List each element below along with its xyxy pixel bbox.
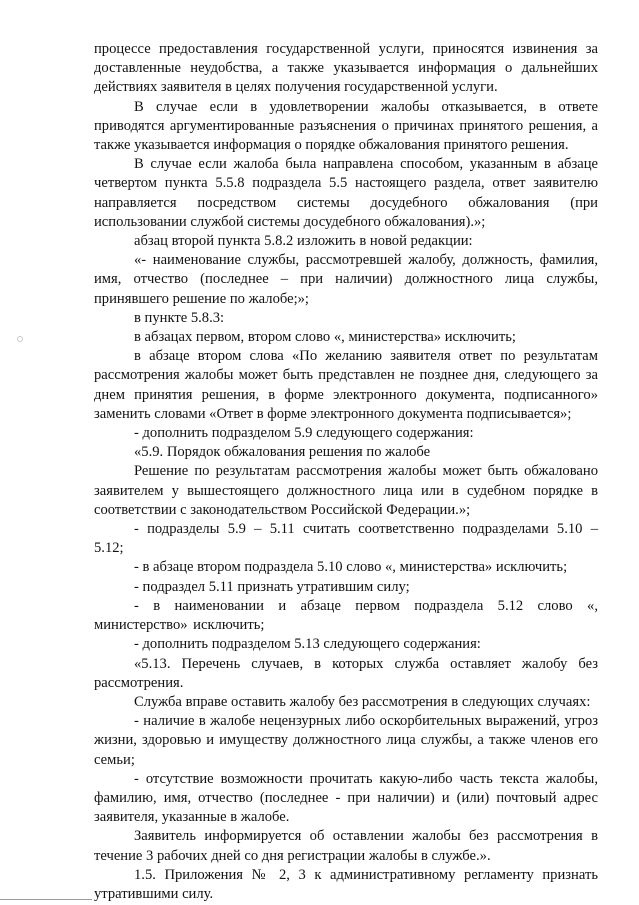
paragraph-5-10-exclude: - в абзаце втором подраздела 5.10 слово «, министерства» исключить; — [134, 559, 568, 576]
paragraph-continuation: процессе предоставления государственной услуги, приносятся извинения за доставленные неудобства, а также указывается информация о дальнейших действиях заявителя в целях получения государственной услуги. — [94, 41, 598, 96]
list-item-obscene-language: - наличие в жалобе нецензурных либо оскорбительных выражений, угроз жизни, здоровью и имуществу должностного лица службы, а также членов его семьи; — [94, 713, 598, 768]
paragraph-pretrial-system: В случае если жалоба была направлена способом, указанным в абзаце четвертом пункта 5.5.8 подраздела 5.5 настоящего раздела, ответ заявителю направляется посредством системы досудебного обжалования (при использовании службой системы досудебного обжалования).»; — [94, 156, 598, 230]
list-item-unreadable-text: - отсутствие возможности прочитать какую-либо часть текста жалобы, фамилию, имя, отчество (последнее - при наличии) и (или) почтовый адрес заявителя, указанные в жалобе. — [94, 770, 598, 826]
paragraph-clause-5-8-3: в пункте 5.8.3: — [134, 309, 225, 326]
paragraph-exclude-ministry: в абзацах первом, втором слово «, министерства» исключить; — [134, 329, 516, 346]
paragraph-appendices-void: 1.5. Приложения № 2, 3 к административному регламенту признать утратившими силу. — [94, 866, 598, 902]
paragraph-appeal-decision: Решение по результатам рассмотрения жалобы может быть обжаловано заявителем у вышестоящего должностного лица или в судебном порядке в соответствии с законодательством Российской Федерации.»; — [94, 463, 598, 518]
paragraph-5-11-void: - подраздел 5.11 признать утратившим силу; — [134, 578, 410, 595]
scan-artifact — [17, 336, 23, 342]
paragraph-quoted-new-wording: «- наименование службы, рассмотревшей жалобу, должность, фамилия, имя, отчество (последнее – при наличии) должностного лица службы, принявшего решение по жалобе;»; — [94, 252, 598, 307]
paragraph-amendment-5-8-2: абзац второй пункта 5.8.2 изложить в новой редакции: — [134, 233, 473, 250]
paragraph-heading-5-13: «5.13. Перечень случаев, в которых служба оставляет жалобу без рассмотрения. — [94, 655, 598, 691]
paragraph-leave-without-review: Служба вправе оставить жалобу без рассмотрения в следующих случаях: — [134, 693, 591, 710]
paragraph-heading-5-9: «5.9. Порядок обжалования решения по жалобе — [134, 444, 431, 461]
paragraph-refusal-response: В случае если в удовлетворении жалобы отказывается, в ответе приводятся аргументированные разъяснения о причинах принятого решения, а также указывается информация о порядке обжалования принятого решения. — [94, 98, 598, 154]
paragraph-renumber: - подразделы 5.9 – 5.11 считать соответственно подразделами 5.10 – 5.12; — [94, 521, 598, 557]
paragraph-applicant-informed: Заявитель информируется об оставлении жалобы без рассмотрения в течение 3 рабочих дней со дня регистрации жалобы в службе.». — [94, 828, 598, 864]
paragraph-add-5-13: - дополнить подразделом 5.13 следующего содержания: — [134, 636, 481, 653]
paragraph-add-5-9: - дополнить подразделом 5.9 следующего содержания: — [134, 425, 474, 442]
document-page — [94, 40, 598, 904]
paragraph-5-12-exclude: - в наименовании и абзаце первом подраздела 5.12 слово «, министерство» исключить; — [94, 597, 598, 634]
footer-rule — [0, 899, 92, 900]
paragraph-replace-words: в абзаце втором слова «По желанию заявителя ответ по результатам рассмотрения жалобы может быть представлен не позднее дня, следующего за днем принятия решения, в форме электронного документа, подписанного» заменить словами «Ответ в форме электронного документа подписывается»; — [94, 348, 598, 422]
